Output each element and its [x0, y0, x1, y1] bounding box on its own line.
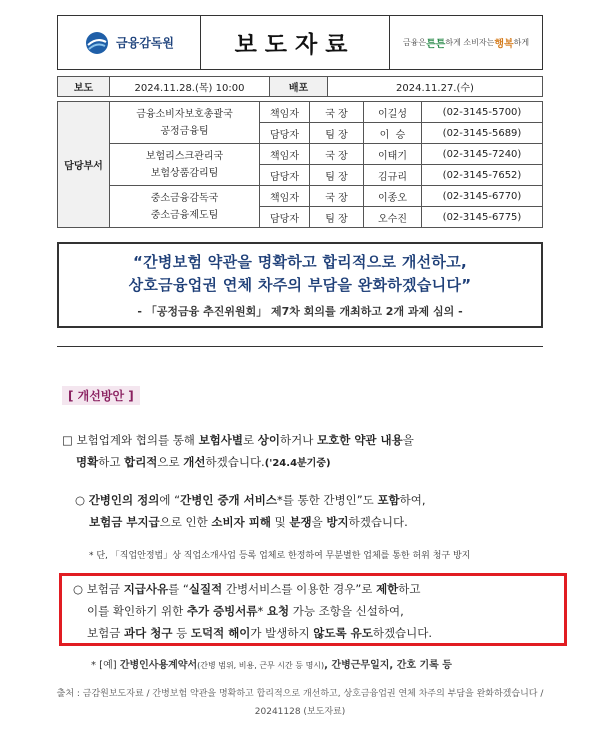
contact-phone: (02-3145-5689) — [422, 123, 543, 144]
contact-name: 이종오 — [364, 186, 422, 207]
paragraph-3-line-2 — [73, 600, 432, 622]
emph: 모호한 약관 내용 — [316, 433, 403, 447]
dept-3 — [110, 186, 260, 228]
emph: 간병인사용계약서 — [119, 660, 198, 671]
contacts-table — [57, 101, 543, 228]
emph: 도덕적 해이 — [190, 626, 251, 640]
contacts-label: 담당부서 — [58, 102, 110, 228]
slogan-mid: 하게 소비자는 — [445, 38, 495, 47]
dept-2-name: 보험리스크관리국 보험상품감리팀 — [145, 150, 224, 179]
text: * — [257, 604, 267, 618]
emph: 합리적 — [124, 455, 158, 469]
footnote-2 — [91, 656, 452, 671]
emph: , 간병근무일지, 간호 기록 등 — [324, 660, 452, 671]
emph: 제한 — [376, 582, 399, 596]
headline-line-2: 상호금융업권 연체 차주의 부담을 완화하겠습니다” — [128, 276, 472, 294]
emph: 않도록 유도 — [313, 626, 373, 640]
text: 를 “ — [168, 582, 189, 596]
slogan-highlight-2: 행복 — [494, 39, 514, 50]
contact-name: 이 승 — [364, 123, 422, 144]
org-name: 금융감독원 — [116, 36, 174, 50]
dist-date: 2024.11.27.(수) — [328, 77, 543, 97]
text: 하고 — [98, 455, 125, 469]
text: 으로 — [157, 455, 184, 469]
text: 을 — [311, 515, 327, 529]
contact-role: 책임자 — [260, 102, 310, 123]
contact-title: 팀 장 — [310, 207, 364, 228]
paragraph-3 — [73, 578, 432, 644]
text: 로 — [243, 433, 258, 447]
text: 가능 조항을 신설하여, — [289, 604, 404, 618]
contact-title: 팀 장 — [310, 165, 364, 186]
section-title: [ 개선방안 ] — [62, 386, 140, 405]
emph: 상이 — [257, 433, 280, 447]
report-date: 2024.11.28.(목) 10:00 — [110, 77, 270, 97]
contact-row — [58, 144, 543, 165]
text: 으로 인한 — [159, 515, 212, 529]
contact-name: 이길성 — [364, 102, 422, 123]
contact-title: 국 장 — [310, 102, 364, 123]
contact-phone: (02-3145-7652) — [422, 165, 543, 186]
emph: 방지 — [326, 515, 349, 529]
contact-title: 국 장 — [310, 144, 364, 165]
text: *를 통한 간병인”도 — [277, 493, 378, 507]
text: 하겠습니다. — [348, 515, 408, 529]
report-label: 보도 — [58, 77, 110, 97]
emph: 실질적 — [188, 582, 223, 596]
emph: 분쟁 — [289, 515, 312, 529]
text: 하고 — [398, 582, 421, 596]
release-info-table — [57, 76, 543, 97]
slogan-post: 하게 — [513, 38, 530, 47]
contact-role: 책임자 — [260, 186, 310, 207]
contact-title: 팀 장 — [310, 123, 364, 144]
text: 에 “ — [159, 493, 181, 507]
source-line-2: 20241128 (보도자료) — [254, 707, 346, 717]
contact-name: 김규리 — [364, 165, 422, 186]
slogan — [390, 16, 542, 69]
text: (간병 범위, 비용, 근무 시간 등 명시) — [197, 661, 325, 670]
paragraph-2-line-1 — [75, 489, 426, 511]
emph: 보험사별 — [198, 433, 244, 447]
paragraph-3-line-1 — [73, 578, 432, 600]
emph: 과다 청구 — [123, 626, 173, 640]
contact-title: 국 장 — [310, 186, 364, 207]
emph: 추가 증빙서류 — [186, 604, 258, 618]
emph: 포함 — [377, 493, 400, 507]
dept-1-name: 금융소비자보호총괄국 공정금융팀 — [136, 108, 233, 137]
emph: 요청 — [266, 604, 290, 618]
text: ○ — [75, 493, 89, 507]
text: 및 — [270, 515, 290, 529]
contact-name: 이태기 — [364, 144, 422, 165]
emph: 간병인 중개 서비스 — [180, 493, 277, 507]
text: 을 — [402, 433, 414, 447]
contact-phone: (02-3145-7240) — [422, 144, 543, 165]
headline-line-1: “간병보험 약관을 명확하고 합리적으로 개선하고, — [132, 253, 468, 271]
doc-title: 보도자료 — [201, 16, 390, 69]
contact-role: 담당자 — [260, 165, 310, 186]
headline-box — [57, 242, 543, 328]
text: ○ 보험금 — [73, 582, 124, 596]
emph: 소비자 피해 — [211, 515, 271, 529]
dept-2 — [110, 144, 260, 186]
source-caption — [0, 685, 600, 721]
press-release-header — [57, 15, 543, 70]
emph: 개선 — [183, 455, 206, 469]
headline-subtitle: - 「공정금융 추진위원회」 제7차 회의를 개최하고 2개 과제 심의 - — [137, 305, 463, 318]
text: 하거나 — [280, 433, 317, 447]
divider — [57, 346, 543, 347]
emph: 지급사유 — [123, 582, 169, 596]
contact-role: 담당자 — [260, 207, 310, 228]
text: 하겠습니다. — [205, 455, 265, 469]
dept-1 — [110, 102, 260, 144]
dist-label: 배포 — [270, 77, 328, 97]
contact-row — [58, 186, 543, 207]
dept-3-name: 중소금융감독국 중소금융제도팀 — [150, 192, 219, 221]
contact-row — [58, 102, 543, 123]
paragraph-2 — [75, 489, 426, 533]
text: 하겠습니다. — [372, 626, 433, 640]
contact-phone: (02-3145-6775) — [422, 207, 543, 228]
fss-logo-icon — [84, 30, 110, 56]
text: 등 — [172, 626, 191, 640]
contact-phone: (02-3145-5700) — [422, 102, 543, 123]
contact-role: 담당자 — [260, 123, 310, 144]
footnote-1: * 단, 「직업안정법」상 직업소개사업 등록 업체로 한정하여 무분별한 업체를 통한 허위 청구 방지 — [89, 551, 471, 561]
text: 하여, — [399, 493, 426, 507]
paragraph-1 — [62, 429, 414, 475]
paragraph-3-line-3 — [73, 622, 432, 644]
emph: 간병인의 정의 — [88, 493, 160, 507]
source-line-1: 출처 : 금감원보도자료 / 간병보험 약관을 명확하고 합리적으로 개선하고, 상호금융업권 연체 차주의 부담을 완화하겠습니다 / — [56, 689, 544, 699]
paragraph-1-line-2 — [62, 451, 414, 475]
text: 가 발생하지 — [250, 626, 314, 640]
text: 간병서비스를 이용한 경우”로 — [222, 582, 377, 596]
paragraph-2-line-2 — [75, 511, 426, 533]
text: 보험금 — [87, 626, 124, 640]
text: 이를 확인하기 위한 — [87, 604, 187, 618]
contact-role: 책임자 — [260, 144, 310, 165]
slogan-highlight-1: 튼튼 — [426, 39, 446, 50]
fss-logo — [58, 16, 201, 69]
slogan-pre: 금융은 — [402, 38, 427, 47]
contact-name: 오수진 — [364, 207, 422, 228]
contact-phone: (02-3145-6770) — [422, 186, 543, 207]
emph: 보험금 부지급 — [89, 515, 160, 529]
text: * [예] — [91, 660, 120, 671]
text: □ 보험업계와 협의를 통해 — [62, 433, 199, 447]
paragraph-1-line-1 — [62, 429, 414, 451]
emph: ('24.4분기중) — [264, 458, 331, 469]
emph: 명확 — [76, 455, 99, 469]
